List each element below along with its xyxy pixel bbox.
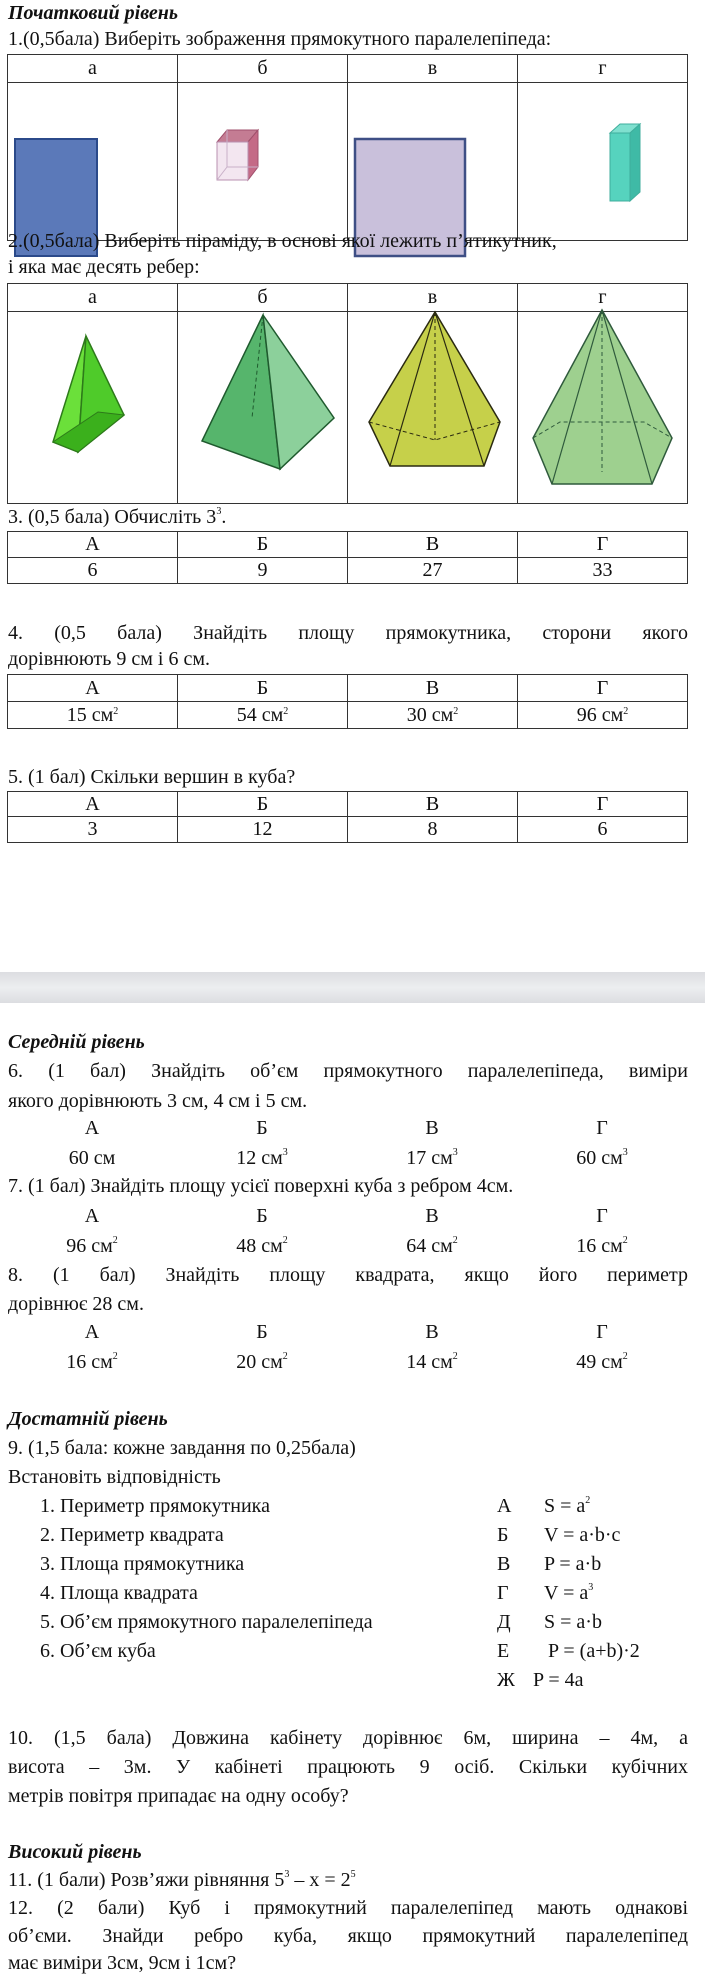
q5-value-v: 8 xyxy=(348,817,518,843)
q5-header-g: Г xyxy=(518,792,688,817)
q9-line1: 9. (1,5 бала: кожне завдання по 0,25бала) xyxy=(8,1437,356,1459)
q2-option-v: в xyxy=(348,284,518,312)
q12-line2: об’єми. Знайди ребро куба, якщо прямокутний паралелепіпед xyxy=(8,1925,688,1947)
q4-value-g: 96 $см^2$ xyxy=(518,702,688,729)
q7-value-b: 48 $см^2$ xyxy=(236,1235,288,1257)
q3-header-v: В xyxy=(348,532,518,558)
q5-value-b: 12 xyxy=(178,817,348,843)
q9-left-2: 2. Периметр квадрата xyxy=(40,1524,224,1546)
level-title-sufficient: Достатній рівень xyxy=(8,1408,168,1430)
q9-formula-g: $V = a^3$ xyxy=(544,1582,594,1604)
q9-letter-e: Е xyxy=(497,1640,510,1662)
q2-figures xyxy=(0,300,705,500)
q8-value-b: 20 $см^2$ xyxy=(236,1351,288,1373)
q8-value-a: 16 $см^2$ xyxy=(66,1351,118,1373)
q9-formula-a: $S = a^2$ xyxy=(544,1495,591,1517)
q9-line2: Встановіть відповідність xyxy=(8,1466,221,1488)
q9-left-4: 4. Площа квадрата xyxy=(40,1582,198,1604)
q1-option-b: б xyxy=(178,55,348,83)
q6-header-v: В xyxy=(425,1117,439,1139)
q9-letter-v: В xyxy=(497,1553,511,1575)
q9-letter-b: Б xyxy=(497,1524,509,1546)
q4-header-a: А xyxy=(8,675,178,702)
q1-option-g: г xyxy=(518,55,688,83)
q4-header-v: В xyxy=(348,675,518,702)
q10-line3: метрів повітря припадає на одну особу? xyxy=(8,1785,349,1807)
pyramid-b-figure xyxy=(202,315,334,469)
q7-text: 7. (1 бал) Знайдіть площу усієї поверхні куба з ребром 4см. xyxy=(8,1175,514,1197)
q9-left-3: 3. Площа прямокутника xyxy=(40,1553,245,1575)
q2-option-g: г xyxy=(518,284,688,312)
q7-header-a: А xyxy=(84,1205,100,1227)
q8-header-v: В xyxy=(425,1321,439,1343)
q5-table xyxy=(7,791,688,843)
q9-formula-e: P = (a+b)·2 xyxy=(548,1640,640,1662)
q4-header-g: Г xyxy=(518,675,688,702)
q3-header-a: А xyxy=(8,532,178,558)
q9-formula-d: S = a·b xyxy=(544,1611,602,1633)
teal-prism-figure xyxy=(610,124,640,201)
level-title-initial: Початковий рівень xyxy=(8,2,179,24)
q9-letter-d: Д xyxy=(497,1611,511,1633)
q6-header-a: А xyxy=(84,1117,100,1139)
q1-text: 1.(0,5бала) Виберіть зображення прямокутного паралелепіпеда: xyxy=(8,28,552,50)
q4-table xyxy=(7,674,688,729)
q8-value-g: 49 $см^2$ xyxy=(576,1351,628,1373)
q3-header-b: Б xyxy=(178,532,348,558)
q8-value-v: 14 $см^2$ xyxy=(406,1351,458,1373)
q9-letter-zh: Ж xyxy=(497,1669,515,1691)
q4-line2: дорівнюють 9 см і 6 см. xyxy=(8,648,210,670)
q10-line2: висота – 3м. У кабінеті працюють 9 осіб. Скільки кубічних xyxy=(8,1756,688,1778)
q4-line1: 4. (0,5 бала) Знайдіть площу прямокутника, сторони якого xyxy=(8,622,688,644)
q10-line1: 10. (1,5 бала) Довжина кабінету дорівнює 6м, ширина – 4м, а xyxy=(8,1727,688,1749)
q11-text: 11. (1 бали) Розв’яжи рівняння $5^3 - x = 2^5$ xyxy=(8,1869,356,1891)
q9-letter-a: А xyxy=(497,1495,512,1517)
q2-option-a: а xyxy=(8,284,178,312)
pink-cube-figure xyxy=(217,130,258,180)
q2-option-b: б xyxy=(178,284,348,312)
q7-value-g: 16 $см^2$ xyxy=(576,1235,628,1257)
q7-value-a: 96 $см^2$ xyxy=(66,1235,118,1257)
q7-header-g: Г xyxy=(596,1205,608,1227)
level-title-middle: Середній рівень xyxy=(8,1031,145,1053)
page-separator xyxy=(0,972,705,1003)
q8-line2: дорівнює 28 см. xyxy=(8,1293,144,1315)
q6-value-a: 60 см xyxy=(68,1147,116,1169)
q3-value-a: 6 xyxy=(8,558,178,584)
q5-header-a: А xyxy=(8,792,178,817)
q9-formula-b: V = a·b·c xyxy=(544,1524,621,1546)
q7-header-v: В xyxy=(425,1205,439,1227)
pyramid-v-figure xyxy=(369,312,500,466)
q8-header-b: Б xyxy=(256,1321,268,1343)
q4-value-b: 54 $см^2$ xyxy=(178,702,348,729)
pyramid-a-figure xyxy=(53,336,124,452)
q8-header-a: А xyxy=(84,1321,100,1343)
q1-option-a: а xyxy=(8,55,178,83)
q4-header-b: Б xyxy=(178,675,348,702)
q2-line2: і яка має десять ребер: xyxy=(8,256,200,278)
q2-line1: 2.(0,5бала) Виберіть піраміду, в основі якої лежить п’ятикутник, xyxy=(8,230,557,252)
q3-value-v: 27 xyxy=(348,558,518,584)
q3-text: 3. (0,5 бала) Обчисліть $3^3$. xyxy=(8,506,227,528)
level-title-high: Високий рівень xyxy=(8,1841,142,1863)
q6-value-v: 17 $см^3$ xyxy=(406,1147,458,1169)
q6-header-b: Б xyxy=(256,1117,268,1139)
pyramid-g-figure xyxy=(533,310,672,484)
q7-value-v: 64 $см^2$ xyxy=(406,1235,458,1257)
q3-table xyxy=(7,531,688,584)
q6-line1: 6. (1 бал) Знайдіть об’єм прямокутного паралелепіпеда, виміри xyxy=(8,1060,688,1082)
q6-header-g: Г xyxy=(596,1117,608,1139)
page-2 xyxy=(0,1003,705,1973)
q4-value-a: 15 $см^2$ xyxy=(8,702,178,729)
q6-value-b: 12 $см^3$ xyxy=(236,1147,288,1169)
q1-figures xyxy=(0,0,705,260)
q9-left-5: 5. Об’єм прямокутного паралелепіпеда xyxy=(40,1611,373,1633)
q12-line1: 12. (2 бали) Куб і прямокутний паралелепіпед мають однакові xyxy=(8,1897,688,1919)
q5-value-g: 6 xyxy=(518,817,688,843)
q5-header-v: В xyxy=(348,792,518,817)
q7-header-b: Б xyxy=(256,1205,268,1227)
q5-value-a: 3 xyxy=(8,817,178,843)
q1-option-v: в xyxy=(348,55,518,83)
page-1 xyxy=(0,0,705,972)
q3-header-g: Г xyxy=(518,532,688,558)
q9-left-1: 1. Периметр прямокутника xyxy=(40,1495,270,1517)
q9-formula-v: P = a·b xyxy=(544,1553,602,1575)
q8-line1: 8. (1 бал) Знайдіть площу квадрата, якщо його периметр xyxy=(8,1264,688,1286)
q9-formula-zh: P = 4a xyxy=(533,1669,584,1691)
q3-value-g: 33 xyxy=(518,558,688,584)
q9-left-6: 6. Об’єм куба xyxy=(40,1640,156,1662)
q9-letter-g: Г xyxy=(497,1582,509,1604)
q8-header-g: Г xyxy=(596,1321,608,1343)
q5-header-b: Б xyxy=(178,792,348,817)
q6-value-g: 60 $см^3$ xyxy=(576,1147,628,1169)
q4-value-v: 30 $см^2$ xyxy=(348,702,518,729)
q12-line3: має виміри 3см, 9см і 1см? xyxy=(8,1952,237,1974)
q6-line2: якого дорівнюють 3 см, 4 см і 5 см. xyxy=(8,1090,308,1112)
q5-text: 5. (1 бал) Скільки вершин в куба? xyxy=(8,766,296,788)
q3-value-b: 9 xyxy=(178,558,348,584)
